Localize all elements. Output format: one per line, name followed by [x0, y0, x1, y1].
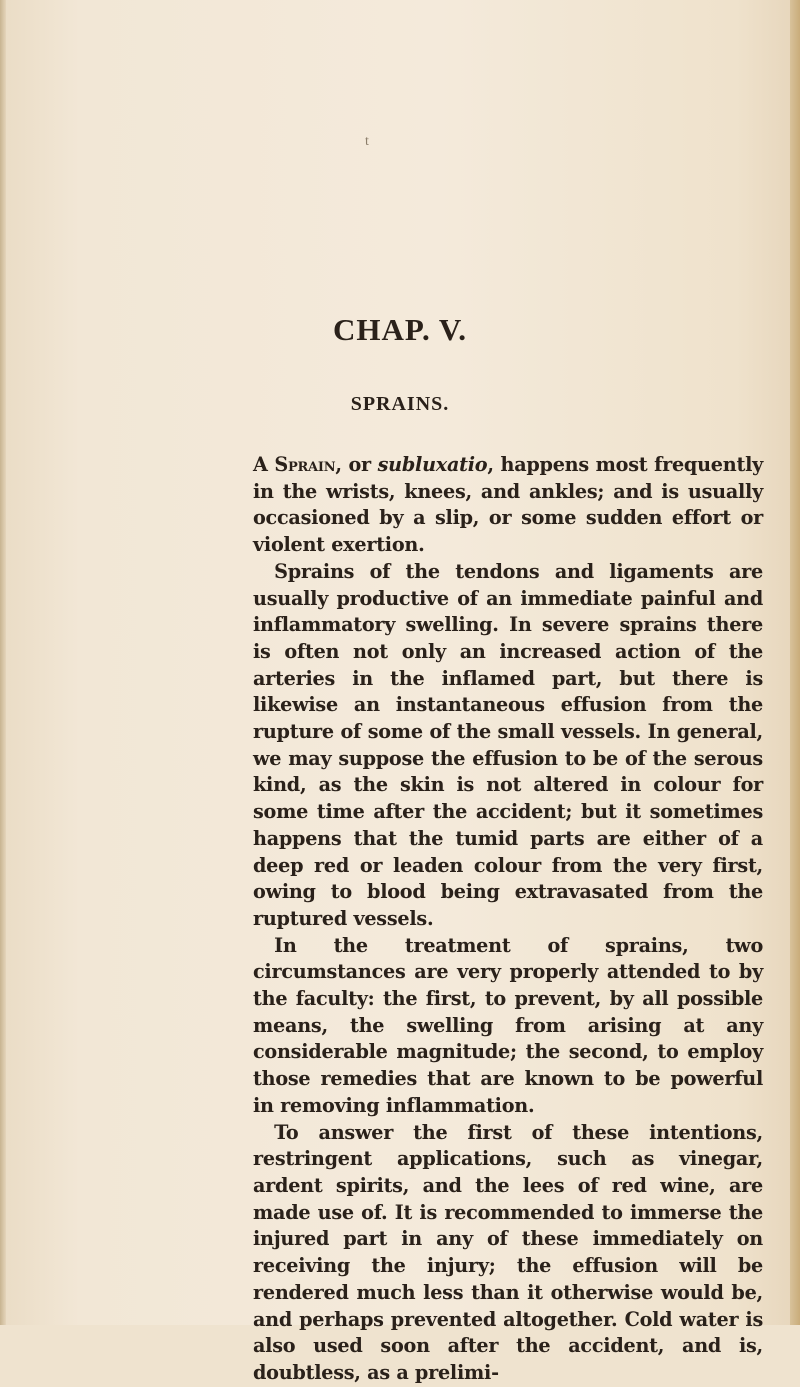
- paragraph-4: To answer the first of these intentions, restringent applications, such as vinegar, ardent spirits, and the lees of red wine, are made use of. It is recommended to immerse the injured part in any of these immediately on receiving the injury; the effusion will be rendered much less than it otherwise would be, and perhaps prevented altogether. Cold water is also used soon after the accident, and is, doubtless, as a prelimi-: [253, 1120, 763, 1384]
- page-right-edge: [790, 0, 800, 1325]
- section-title: SPRAINS.: [350, 393, 450, 415]
- paragraph-1-mid: , or: [335, 453, 378, 476]
- paragraph-3: In the treatment of sprains, two circumstances are very properly attended to by the faculty: the first, to prevent, by all possible means, the swelling from arising at any considerable magnitude; the second, to employ those remedies that are known to be powerful in removing inflammation.: [253, 933, 763, 1117]
- paragraph-1-lead: A: [253, 453, 275, 476]
- paragraph-1-small-caps: Sprain: [274, 453, 336, 476]
- paragraph-2: Sprains of the tendons and ligaments are usually productive of an immediate painful and inflammatory swelling. In severe sprains there is often not only an increased action of the arteries in the inflamed part, but there is likewise an instantaneous effusion from the rupture of some of the small vessels. In general, we may suppose the effusion to be of the serous kind, as the skin is not altered in colour for some time after the accident; but it sometimes happens that the tumid parts are either of a deep red or leaden colour from the very first, owing to blood being extravasated from the ruptured vessels.: [253, 559, 763, 930]
- paragraph-1: [253, 452, 763, 559]
- marginal-mark: t: [365, 134, 369, 149]
- chapter-heading: CHAP. V.: [332, 312, 468, 347]
- paragraph-1-rest: , happens most frequently in the wrists, knees, and ankles; and is usually occasioned by a slip, or some sudden effort or violent exertion.: [253, 453, 764, 557]
- body-text: [253, 452, 763, 1387]
- paragraph-1-italic: subluxatio: [377, 453, 488, 476]
- page-left-edge: [0, 0, 6, 1325]
